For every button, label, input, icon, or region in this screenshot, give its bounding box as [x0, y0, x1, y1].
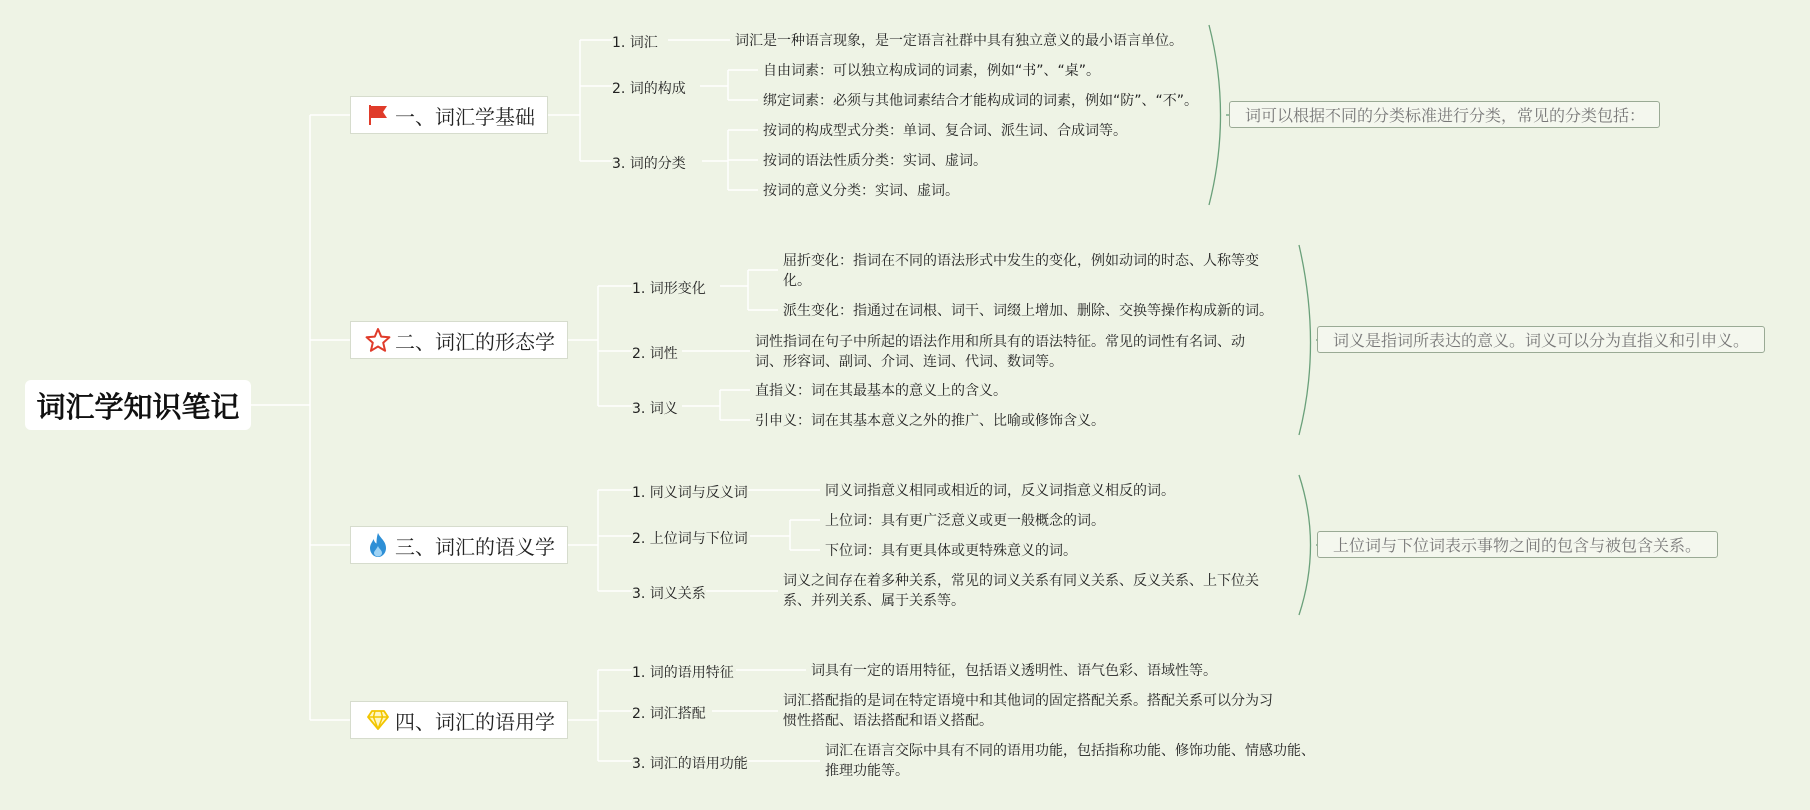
summary-box[interactable]: 词义是指词所表达的意义。词义可以分为直指义和引申义。	[1317, 326, 1765, 353]
subtopic-semantic-relations[interactable]: 3. 词义关系	[632, 586, 706, 602]
subtopic-collocation[interactable]: 2. 词汇搭配	[632, 706, 706, 722]
summary-box[interactable]: 上位词与下位词表示事物之间的包含与被包含关系。	[1317, 531, 1718, 558]
main-topic-semantics[interactable]	[350, 526, 568, 564]
fire-icon	[365, 532, 391, 558]
main-topic-morphology[interactable]	[350, 321, 568, 359]
summary-brace	[1299, 475, 1311, 615]
main-topic-title: 二、词汇的形态学	[395, 329, 555, 354]
leaf-note[interactable]: 词汇在语言交际中具有不同的语用功能，包括指称功能、修饰功能、情感功能、推理功能等。	[825, 743, 1315, 779]
root-topic[interactable]	[25, 380, 251, 430]
summary-box[interactable]: 词可以根据不同的分类标准进行分类，常见的分类包括：	[1229, 101, 1660, 128]
subtopic-word-classification[interactable]: 3. 词的分类	[612, 156, 686, 172]
leaf-note[interactable]: 自由词素：可以独立构成词的词素，例如“书”、“桌”。	[763, 63, 1101, 79]
subtopic-word-meaning[interactable]: 3. 词义	[632, 401, 678, 417]
leaf-note[interactable]: 词汇是一种语言现象，是一定语言社群中具有独立意义的最小语言单位。	[735, 33, 1183, 49]
subtopic-synonym-antonym[interactable]: 1. 同义词与反义词	[632, 485, 748, 501]
leaf-note[interactable]: 派生变化：指通过在词根、词干、词缀上增加、删除、交换等操作构成新的词。	[783, 303, 1273, 319]
leaf-note[interactable]: 屈折变化：指词在不同的语法形式中发生的变化，例如动词的时态、人称等变化。	[783, 253, 1259, 289]
root-title: 词汇学知识笔记	[36, 389, 240, 424]
leaf-note[interactable]: 同义词指意义相同或相近的词，反义词指意义相反的词。	[825, 483, 1175, 499]
flag-icon	[365, 102, 391, 128]
main-topic-title: 三、词汇的语义学	[395, 534, 555, 559]
gem-icon	[365, 707, 391, 733]
summary-brace	[1299, 245, 1311, 435]
subtopic-hypernym-hyponym[interactable]: 2. 上位词与下位词	[632, 531, 748, 547]
main-topic-title: 四、词汇的语用学	[395, 709, 555, 734]
leaf-note[interactable]: 词义之间存在着多种关系，常见的词义关系有同义关系、反义关系、上下位关系、并列关系、属于关系等。	[783, 573, 1259, 609]
leaf-note[interactable]: 按词的意义分类：实词、虚词。	[763, 183, 959, 199]
summary-brace	[1209, 25, 1221, 205]
main-topic-lexicology-basics[interactable]	[350, 96, 548, 134]
main-topic-title: 一、词汇学基础	[395, 104, 535, 129]
leaf-note[interactable]: 上位词：具有更广泛意义或更一般概念的词。	[825, 513, 1105, 529]
subtopic-inflection[interactable]: 1. 词形变化	[632, 281, 706, 297]
subtopic-vocabulary[interactable]: 1. 词汇	[612, 35, 658, 51]
main-topic-pragmatics[interactable]	[350, 701, 568, 739]
leaf-note[interactable]: 引申义：词在其基本意义之外的推广、比喻或修饰含义。	[755, 413, 1105, 429]
subtopic-word-formation[interactable]: 2. 词的构成	[612, 81, 686, 97]
leaf-note[interactable]: 直指义：词在其最基本的意义上的含义。	[755, 383, 1007, 399]
leaf-note[interactable]: 下位词：具有更具体或更特殊意义的词。	[825, 543, 1077, 559]
leaf-note[interactable]: 按词的语法性质分类：实词、虚词。	[763, 153, 987, 169]
star-icon	[365, 327, 391, 353]
subtopic-pragmatic-features[interactable]: 1. 词的语用特征	[632, 665, 734, 681]
leaf-note[interactable]: 按词的构成型式分类：单词、复合词、派生词、合成词等。	[763, 123, 1127, 139]
leaf-note[interactable]: 词具有一定的语用特征，包括语义透明性、语气色彩、语域性等。	[811, 663, 1217, 679]
subtopic-pragmatic-functions[interactable]: 3. 词汇的语用功能	[632, 756, 748, 772]
leaf-note[interactable]: 词汇搭配指的是词在特定语境中和其他词的固定搭配关系。搭配关系可以分为习惯性搭配、语法搭配和语义搭配。	[783, 693, 1273, 729]
leaf-note[interactable]: 绑定词素：必须与其他词素结合才能构成词的词素，例如“防”、“不”。	[763, 93, 1199, 109]
leaf-note[interactable]: 词性指词在句子中所起的语法作用和所具有的语法特征。常见的词性有名词、动词、形容词、副词、介词、连词、代词、数词等。	[755, 334, 1245, 370]
subtopic-part-of-speech[interactable]: 2. 词性	[632, 346, 678, 362]
